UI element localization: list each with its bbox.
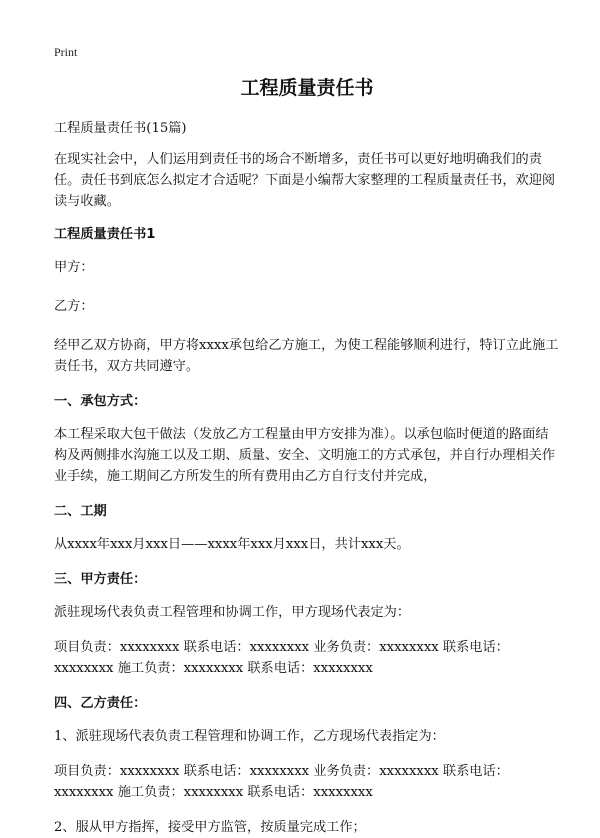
party-a-contacts: 项目负责：xxxxxxxx 联系电话：xxxxxxxx 业务负责：xxxxxxxx 联系电话：xxxxxxxx 施工负责：xxxxxxxx 联系电话：xxxxxxxx — [54, 640, 509, 676]
intro-paragraph: 在现实社会中，人们运用到责任书的场合不断增多，责任书可以更好地明确我们的责任。责任书到底怎么拟定才合适呢？下面是小编帮大家整理的工程质量责任书，欢迎阅读与收藏。 — [54, 152, 556, 209]
document-subtitle: 工程质量责任书(15篇) — [54, 121, 187, 136]
party-a-line: 甲方： — [54, 260, 94, 275]
party-b-line: 乙方： — [54, 299, 94, 314]
section-title: 工程质量责任书1 — [54, 227, 156, 242]
party-b-duty-2: 2、服从甲方指挥，接受甲方监管，按质量完成工作； — [54, 820, 366, 835]
party-b-contacts: 项目负责：xxxxxxxx 联系电话：xxxxxxxx 业务负责：xxxxxxxx 联系电话：xxxxxxxx 施工负责：xxxxxxxx 联系电话：xxxxxxxx — [54, 764, 509, 800]
print-link[interactable]: Print — [54, 45, 78, 59]
heading-party-b-duties: 四、乙方责任： — [54, 696, 147, 711]
heading-schedule: 二、工期 — [54, 504, 107, 519]
document-title: 工程质量责任书 — [240, 77, 374, 99]
schedule-paragraph: 从xxxx年xxx月xxx日——xxxx年xxx月xxx日，共计xxx天。 — [54, 537, 410, 552]
heading-party-a-duties: 三、甲方责任： — [54, 572, 147, 587]
party-b-duty-1: 1、派驻现场代表负责工程管理和协调工作，乙方现场代表指定为： — [54, 729, 445, 744]
party-a-duties-paragraph: 派驻现场代表负责工程管理和协调工作，甲方现场代表定为： — [54, 605, 411, 620]
preamble-paragraph: 经甲乙双方协商，甲方将xxxx承包给乙方施工，为使工程能够顺利进行，特订立此施工责任书，双方共同遵守。 — [54, 338, 559, 374]
heading-contract-method: 一、承包方式： — [54, 394, 147, 409]
contract-method-paragraph: 本工程采取大包干做法（发放乙方工程量由甲方安排为准）。以承包临时便道的路面结构及两侧排水沟施工以及工期、质量、安全、文明施工的方式承包，并自行办理相关作业手续，施工期间乙方所发生的所有费用由乙方自行支付并完成， — [54, 427, 556, 484]
